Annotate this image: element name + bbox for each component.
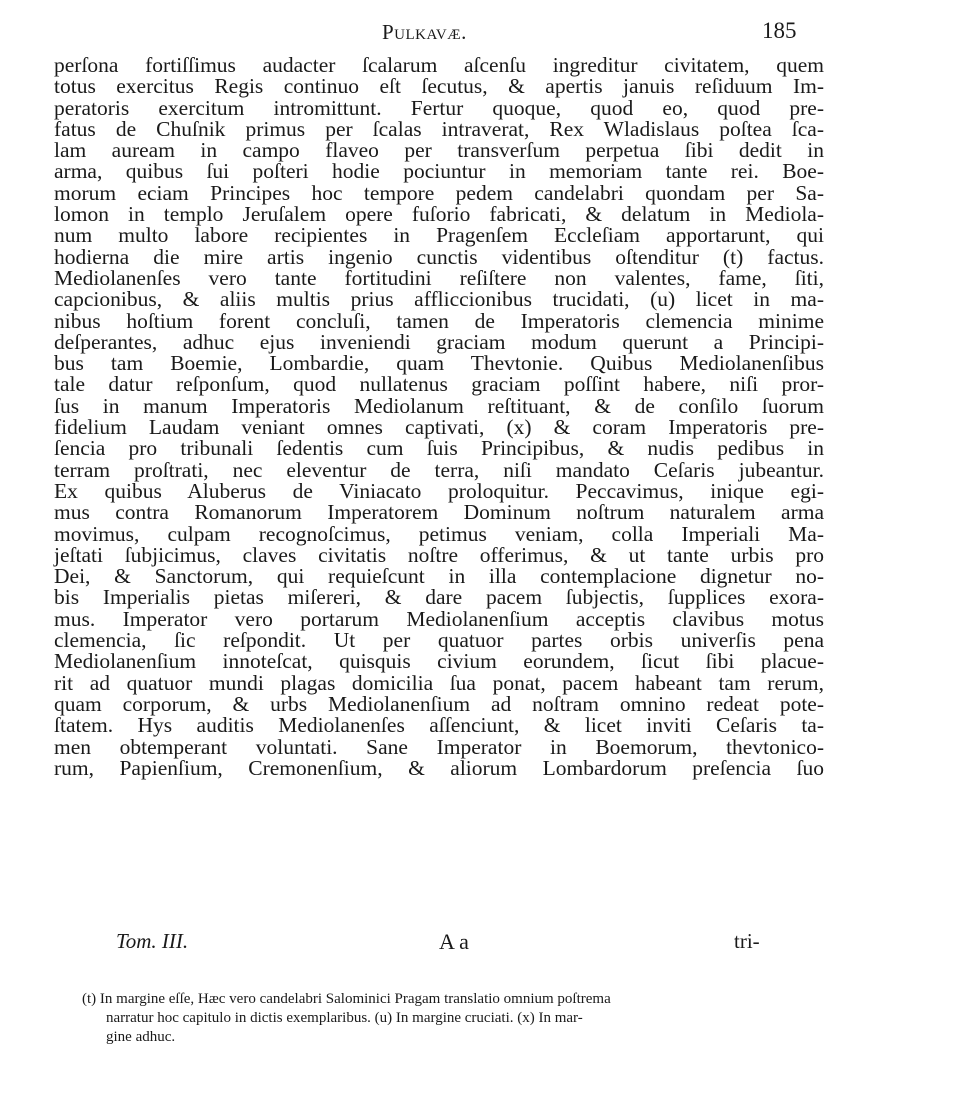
text-line: ſtatem. Hys auditis Mediolanenſes aſſenciunt, & licet inviti Ceſaris ta-	[54, 713, 824, 738]
catchline	[54, 929, 824, 955]
text-line: tale datur reſponſum, quod nullatenus graciam poſſint habere, niſi pror-	[54, 372, 824, 397]
text-line: fidelium Laudam veniant omnes captivati, (x) & coram Imperatoris pre-	[54, 415, 824, 440]
signature-mark: A a	[439, 929, 469, 954]
text-line: lomon in templo Jeruſalem opere fuſorio fabricati, & delatum in Mediola-	[54, 202, 824, 227]
volume-signature: Tom. III.	[116, 929, 189, 953]
footnote-line: narratur hoc capitulo in dictis exemplaribus. (u) In margine cruciati. (x) In mar-	[106, 1010, 583, 1026]
text-line: rit ad quatuor mundi plagas domicilia ſua ponat, pacem habeant tam rerum,	[54, 670, 824, 695]
text-line: quam corporum, & urbs Mediolanenſium ad noſtram omnino redeat pote-	[54, 691, 824, 716]
text-line: clemencia, ſic reſpondit. Ut per quatuor partes orbis univerſis pena	[54, 628, 824, 653]
text-line: num multo labore recipientes in Pragenſem Eccleſiam apportarunt, qui	[54, 223, 824, 248]
text-line: mus contra Romanorum Imperatorem Dominum noſtrum naturalem arma	[54, 500, 824, 525]
text-line: mus. Imperator vero portarum Mediolanenſium acceptis clavibus motus	[54, 606, 824, 631]
text-line: bus tam Boemie, Lombardie, quam Thevtonie. Quibus Mediolanenſibus	[54, 351, 824, 376]
text-line: nibus hoſtium forent concluſi, tamen de Imperatoris clemencia minime	[54, 308, 824, 333]
text-line: Ex quibus Aluberus de Viniacato proloquitur. Peccavimus, inique egi-	[54, 478, 824, 503]
text-line: ſus in manum Imperatoris Mediolanum reſtituant, & de conſilo ſuorum	[54, 393, 824, 418]
text-line: lam auream in campo flaveo per transverſum perpetua ſibi dedit in	[54, 138, 824, 163]
main-text	[54, 55, 824, 779]
running-head: Pulkavæ.	[382, 20, 467, 44]
text-line: totus exercitus Regis continuo eſt ſecutus, & apertis januis reſiduum Im-	[54, 74, 824, 99]
text-line: morum eciam Principes hoc tempore pedem candelabri quondam per Sa-	[54, 180, 824, 205]
page-number: 185	[762, 18, 797, 43]
text-line: fatus de Chuſnik primus per ſcalas intraverat, Rex Wladislaus poſtea ſca-	[54, 116, 824, 141]
text-line: men obtemperant voluntati. Sane Imperator in Boemorum, thevtonico-	[54, 734, 824, 759]
text-line: rum, Papienſium, Cremonenſium, & aliorum Lombardorum preſencia ſuo	[54, 755, 824, 780]
text-line: ſencia pro tribunali ſedentis cum ſuis Principibus, & nudis pedibus in	[54, 436, 824, 461]
footnote-line: (t) In margine eſſe, Hæc vero candelabri Salominici Pragam translatio omnium poſtrema	[82, 991, 611, 1007]
text-line: Mediolanenſium innoteſcat, quisquis civium eorundem, ſicut ſibi placue-	[54, 649, 824, 674]
footnote-line: gine adhuc.	[106, 1029, 176, 1045]
text-line: Mediolanenſes vero tante fortitudini reſiſtere non valentes, fame, ſiti,	[54, 265, 824, 290]
text-line: movimus, culpam recognoſcimus, petimus veniam, colla Imperiali Ma-	[54, 521, 824, 546]
text-line: bis Imperialis pietas miſereri, & dare pacem ſubjectis, ſupplices exora-	[54, 585, 824, 610]
footnotes	[82, 990, 822, 1047]
page-header	[0, 20, 960, 50]
text-line: arma, quibus ſui poſteri hodie pociuntur in memoriam tante rei. Boe-	[54, 159, 824, 184]
text-line: hodierna die mire artis ingenio cunctis videntibus oſtenditur (t) factus.	[54, 244, 824, 269]
text-line: capcionibus, & aliis multis prius affliccionibus trucidati, (u) licet in ma-	[54, 287, 824, 312]
text-line: terram proſtrati, nec eleventur de terra, niſi mandato Ceſaris jubeantur.	[54, 457, 824, 482]
text-line: peratoris exercitum intromittunt. Fertur quoque, quod eo, quod pre-	[54, 95, 824, 120]
text-line: jeſtati ſubjicimus, claves civitatis noſtre offerimus, & ut tante urbis pro	[54, 542, 824, 567]
text-line: deſperantes, adhuc ejus inveniendi graciam modum querunt a Principi-	[54, 329, 824, 354]
text-line: perſona fortiſſimus audacter ſcalarum aſcenſu ingreditur civitatem, quem	[54, 53, 824, 77]
text-line: Dei, & Sanctorum, qui requieſcunt in illa contemplacione dignetur no-	[54, 564, 824, 589]
catchword: tri-	[734, 929, 760, 953]
